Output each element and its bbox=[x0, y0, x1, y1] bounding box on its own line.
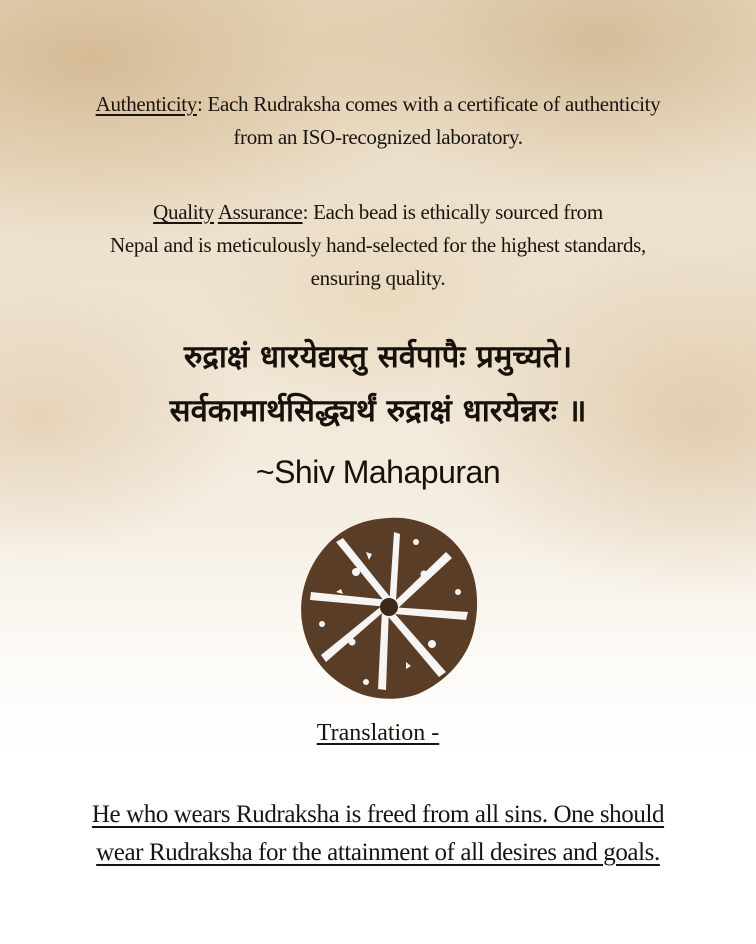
verse-attribution: ~Shiv Mahapuran bbox=[255, 454, 501, 490]
quality-text-3: ensuring quality. bbox=[310, 266, 446, 290]
sanskrit-verse bbox=[0, 330, 756, 438]
translation-text-2: wear Rudraksha for the attainment of all desires and goals. bbox=[96, 839, 660, 866]
verse-line-1: रुद्राक्षं धारयेद्यस्तु सर्वपापैः प्रमुच्यते। bbox=[183, 339, 573, 375]
authenticity-label: Authenticity bbox=[95, 92, 197, 116]
quality-text-2: Nepal and is meticulously hand-selected for the highest standards, bbox=[110, 233, 646, 257]
quality-label-part2: Assurance bbox=[217, 200, 303, 224]
translation-body bbox=[0, 796, 756, 872]
authenticity-text-1: : Each Rudraksha comes with a certificate of authenticity bbox=[197, 92, 661, 116]
translation-line-2 bbox=[0, 834, 756, 872]
rudraksha-bead-icon bbox=[296, 512, 482, 702]
authenticity-text-2: from an ISO-recognized laboratory. bbox=[233, 125, 523, 149]
translation-text-1: He who wears Rudraksha is freed from all sins. One should bbox=[91, 801, 665, 828]
quality-text-1: : Each bead is ethically sourced from bbox=[302, 200, 603, 224]
translation-heading bbox=[0, 716, 756, 750]
translation-heading-text: Translation - bbox=[316, 720, 440, 746]
translation-line-1 bbox=[0, 796, 756, 834]
quality-label-part1: Quality bbox=[153, 200, 215, 224]
quality-line-1 bbox=[0, 196, 756, 229]
verse-line-2: सर्वकामार्थसिद्ध्यर्थं रुद्राक्षं धारयेन्नरः ॥ bbox=[169, 393, 587, 429]
authenticity-section bbox=[0, 88, 756, 154]
authenticity-line-1 bbox=[0, 88, 756, 121]
quality-section bbox=[0, 196, 756, 295]
